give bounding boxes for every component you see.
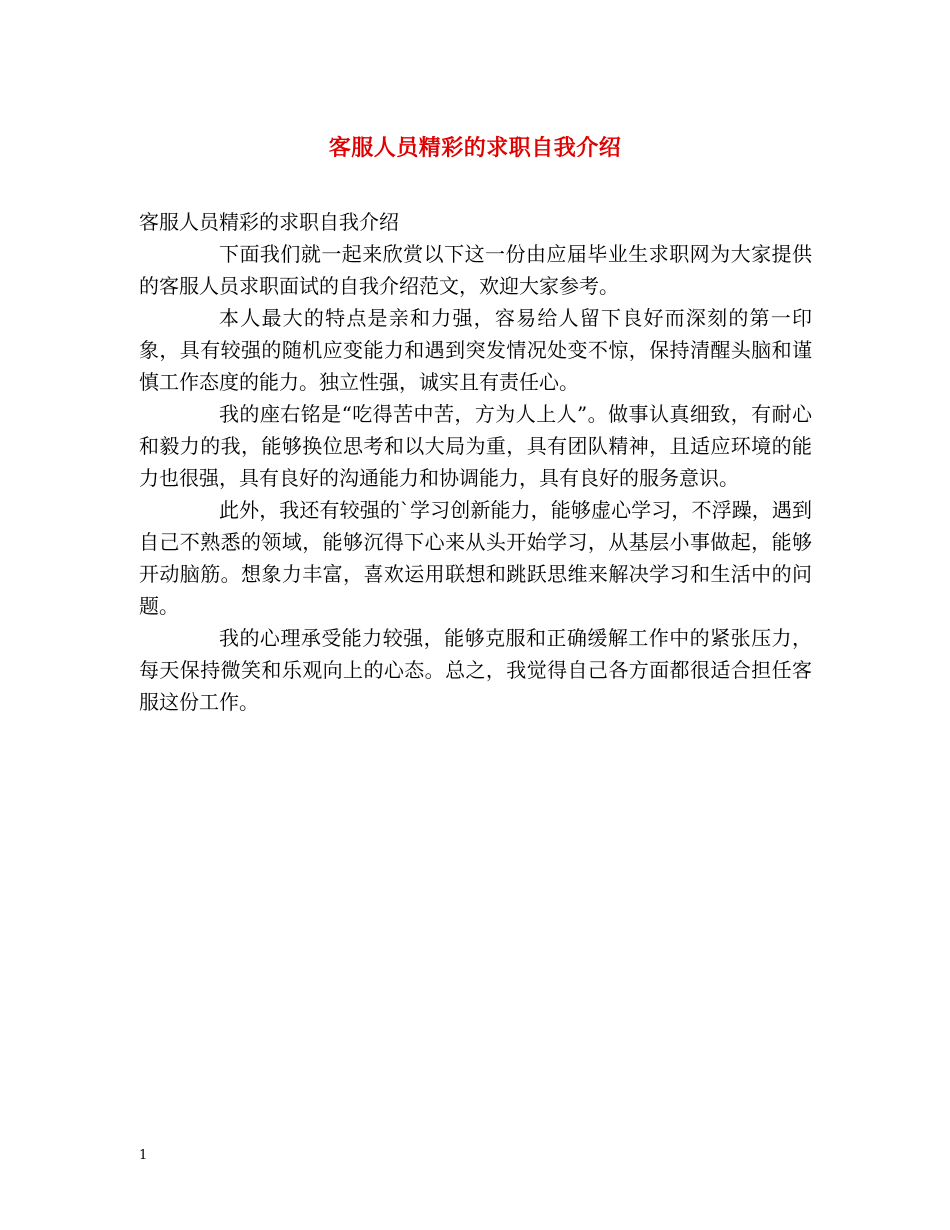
document-body bbox=[139, 206, 812, 718]
paragraph-2: 本人最大的特点是亲和力强，容易给人留下良好而深刻的第一印象，具有较强的随机应变能力和遇到突发情况处变不惊，保持清醒头脑和谨慎工作态度的能力。独立性强，诚实且有责任心。 bbox=[139, 306, 812, 394]
document-title: 客服人员精彩的求职自我介绍 bbox=[328, 135, 622, 161]
paragraph-5: 我的心理承受能力较强，能够克服和正确缓解工作中的紧张压力，每天保持微笑和乐观向上的心态。总之，我觉得自己各方面都很适合担任客服这份工作。 bbox=[139, 626, 812, 714]
paragraph-1: 下面我们就一起来欣赏以下这一份由应届毕业生求职网为大家提供的客服人员求职面试的自我介绍范文，欢迎大家参考。 bbox=[139, 242, 812, 298]
body-heading-line: 客服人员精彩的求职自我介绍 bbox=[139, 210, 399, 234]
page-number: 1 bbox=[139, 1148, 148, 1163]
paragraph-3: 我的座右铭是“吃得苦中苦，方为人上人”。做事认真细致，有耐心和毅力的我，能够换位思考和以大局为重，具有团队精神，且适应环境的能力也很强，具有良好的沟通能力和协调能力，具有良好的服务意识。 bbox=[139, 402, 812, 490]
paragraph-4: 此外，我还有较强的`学习创新能力，能够虚心学习，不浮躁，遇到自己不熟悉的领域，能够沉得下心来从头开始学习，从基层小事做起，能够开动脑筋。想象力丰富，喜欢运用联想和跳跃思维来解决学习和生活中的问题。 bbox=[139, 498, 812, 618]
